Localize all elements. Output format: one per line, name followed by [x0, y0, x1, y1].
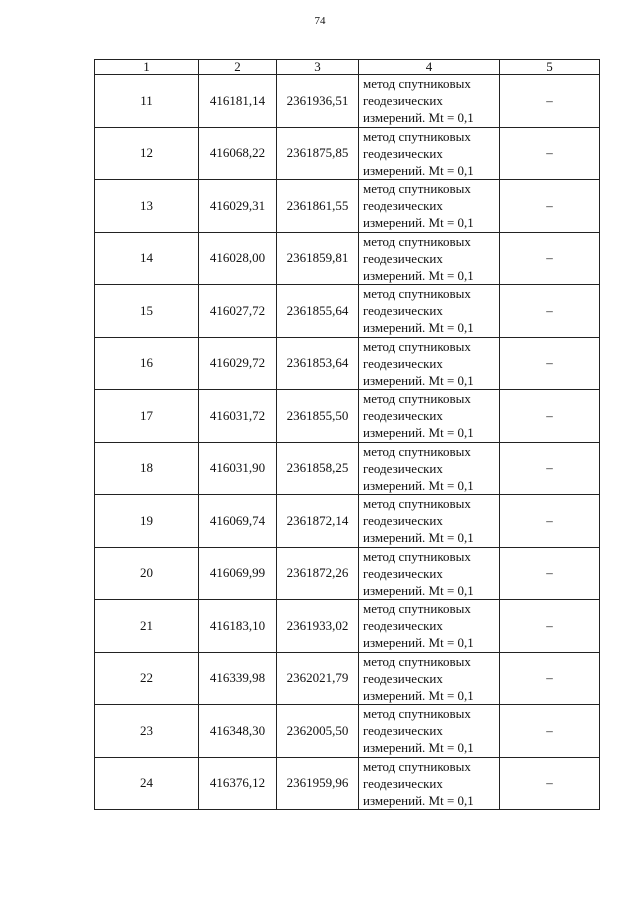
point-number-cell: 11 [95, 75, 199, 128]
method-line-2: геодезических [363, 723, 443, 739]
column-5-cell: – [500, 180, 600, 233]
method-line-3: измерений. Mt = 0,1 [363, 687, 474, 703]
column-5-cell: – [500, 705, 600, 758]
method-cell [359, 180, 500, 233]
method-line-3: измерений. Mt = 0,1 [363, 740, 474, 756]
method-line-1: метод спутниковых [363, 496, 471, 512]
method-line-1: метод спутниковых [363, 548, 471, 564]
method-line-1: метод спутниковых [363, 128, 471, 144]
column-5-cell: – [500, 757, 600, 810]
table-row [95, 600, 600, 653]
x-coordinate-cell: 416031,90 [199, 442, 277, 495]
point-number-cell: 20 [95, 547, 199, 600]
x-coordinate-cell: 416183,10 [199, 600, 277, 653]
method-line-3: измерений. Mt = 0,1 [363, 267, 474, 283]
y-coordinate-cell: 2361875,85 [277, 127, 359, 180]
column-5-cell: – [500, 547, 600, 600]
method-line-3: измерений. Mt = 0,1 [363, 792, 474, 808]
coordinates-table [94, 59, 600, 810]
x-coordinate-cell: 416348,30 [199, 705, 277, 758]
x-coordinate-cell: 416029,31 [199, 180, 277, 233]
table-row [95, 652, 600, 705]
header-cell-5: 5 [500, 60, 600, 75]
y-coordinate-cell: 2361853,64 [277, 337, 359, 390]
table-row [95, 337, 600, 390]
column-5-cell: – [500, 127, 600, 180]
y-coordinate-cell: 2361933,02 [277, 600, 359, 653]
y-coordinate-cell: 2361855,50 [277, 390, 359, 443]
method-line-3: измерений. Mt = 0,1 [363, 477, 474, 493]
method-line-2: геодезических [363, 565, 443, 581]
point-number-cell: 13 [95, 180, 199, 233]
table-row [95, 75, 600, 128]
method-line-1: метод спутниковых [363, 443, 471, 459]
method-cell [359, 232, 500, 285]
method-cell [359, 652, 500, 705]
table-row [95, 390, 600, 443]
column-5-cell: – [500, 285, 600, 338]
method-line-3: измерений. Mt = 0,1 [363, 162, 474, 178]
point-number-cell: 15 [95, 285, 199, 338]
method-line-2: геодезических [363, 775, 443, 791]
point-number-cell: 16 [95, 337, 199, 390]
method-line-2: геодезических [363, 93, 443, 109]
method-line-3: измерений. Mt = 0,1 [363, 635, 474, 651]
table-row [95, 180, 600, 233]
method-line-1: метод спутниковых [363, 181, 471, 197]
point-number-cell: 23 [95, 705, 199, 758]
page-number: 74 [314, 15, 326, 27]
x-coordinate-cell: 416069,74 [199, 495, 277, 548]
method-cell [359, 547, 500, 600]
y-coordinate-cell: 2362005,50 [277, 705, 359, 758]
method-line-1: метод спутниковых [363, 338, 471, 354]
x-coordinate-cell: 416339,98 [199, 652, 277, 705]
method-line-2: геодезических [363, 198, 443, 214]
x-coordinate-cell: 416068,22 [199, 127, 277, 180]
x-coordinate-cell: 416376,12 [199, 757, 277, 810]
method-cell [359, 337, 500, 390]
method-line-2: геодезических [363, 145, 443, 161]
method-line-1: метод спутниковых [363, 391, 471, 407]
header-cell-2: 2 [199, 60, 277, 75]
point-number-cell: 12 [95, 127, 199, 180]
method-line-1: метод спутниковых [363, 653, 471, 669]
y-coordinate-cell: 2361936,51 [277, 75, 359, 128]
method-line-1: метод спутниковых [363, 76, 471, 92]
method-cell [359, 442, 500, 495]
point-number-cell: 22 [95, 652, 199, 705]
method-cell [359, 75, 500, 128]
method-line-2: геодезических [363, 460, 443, 476]
table-row [95, 285, 600, 338]
method-line-3: измерений. Mt = 0,1 [363, 110, 474, 126]
method-cell [359, 757, 500, 810]
y-coordinate-cell: 2361861,55 [277, 180, 359, 233]
method-cell [359, 600, 500, 653]
point-number-cell: 19 [95, 495, 199, 548]
method-cell [359, 495, 500, 548]
method-line-2: геодезических [363, 250, 443, 266]
x-coordinate-cell: 416181,14 [199, 75, 277, 128]
method-line-2: геодезических [363, 513, 443, 529]
point-number-cell: 21 [95, 600, 199, 653]
table-row [95, 705, 600, 758]
method-line-2: геодезических [363, 355, 443, 371]
header-cell-4: 4 [359, 60, 500, 75]
method-line-3: измерений. Mt = 0,1 [363, 372, 474, 388]
column-5-cell: – [500, 232, 600, 285]
column-5-cell: – [500, 75, 600, 128]
y-coordinate-cell: 2361959,96 [277, 757, 359, 810]
x-coordinate-cell: 416028,00 [199, 232, 277, 285]
method-line-2: геодезических [363, 670, 443, 686]
point-number-cell: 17 [95, 390, 199, 443]
table-row [95, 127, 600, 180]
column-5-cell: – [500, 337, 600, 390]
method-line-2: геодезических [363, 618, 443, 634]
table-row [95, 495, 600, 548]
method-cell [359, 285, 500, 338]
method-line-1: метод спутниковых [363, 233, 471, 249]
method-line-1: метод спутниковых [363, 758, 471, 774]
method-line-1: метод спутниковых [363, 706, 471, 722]
method-cell [359, 127, 500, 180]
y-coordinate-cell: 2361872,14 [277, 495, 359, 548]
method-line-3: измерений. Mt = 0,1 [363, 215, 474, 231]
y-coordinate-cell: 2362021,79 [277, 652, 359, 705]
method-line-1: метод спутниковых [363, 601, 471, 617]
y-coordinate-cell: 2361859,81 [277, 232, 359, 285]
column-5-cell: – [500, 442, 600, 495]
column-5-cell: – [500, 652, 600, 705]
column-5-cell: – [500, 390, 600, 443]
x-coordinate-cell: 416029,72 [199, 337, 277, 390]
method-line-2: геодезических [363, 303, 443, 319]
method-line-3: измерений. Mt = 0,1 [363, 582, 474, 598]
header-cell-1: 1 [95, 60, 199, 75]
table-row [95, 547, 600, 600]
y-coordinate-cell: 2361855,64 [277, 285, 359, 338]
y-coordinate-cell: 2361858,25 [277, 442, 359, 495]
point-number-cell: 18 [95, 442, 199, 495]
method-line-3: измерений. Mt = 0,1 [363, 320, 474, 336]
point-number-cell: 14 [95, 232, 199, 285]
y-coordinate-cell: 2361872,26 [277, 547, 359, 600]
point-number-cell: 24 [95, 757, 199, 810]
column-5-cell: – [500, 600, 600, 653]
table-row [95, 232, 600, 285]
method-line-3: измерений. Mt = 0,1 [363, 530, 474, 546]
column-5-cell: – [500, 495, 600, 548]
method-cell [359, 705, 500, 758]
x-coordinate-cell: 416069,99 [199, 547, 277, 600]
method-line-3: измерений. Mt = 0,1 [363, 425, 474, 441]
table-body [95, 60, 600, 810]
method-cell [359, 390, 500, 443]
header-cell-3: 3 [277, 60, 359, 75]
table-row [95, 757, 600, 810]
table-header-row [95, 60, 600, 75]
method-line-1: метод спутниковых [363, 286, 471, 302]
x-coordinate-cell: 416027,72 [199, 285, 277, 338]
method-line-2: геодезических [363, 408, 443, 424]
table-row [95, 442, 600, 495]
x-coordinate-cell: 416031,72 [199, 390, 277, 443]
